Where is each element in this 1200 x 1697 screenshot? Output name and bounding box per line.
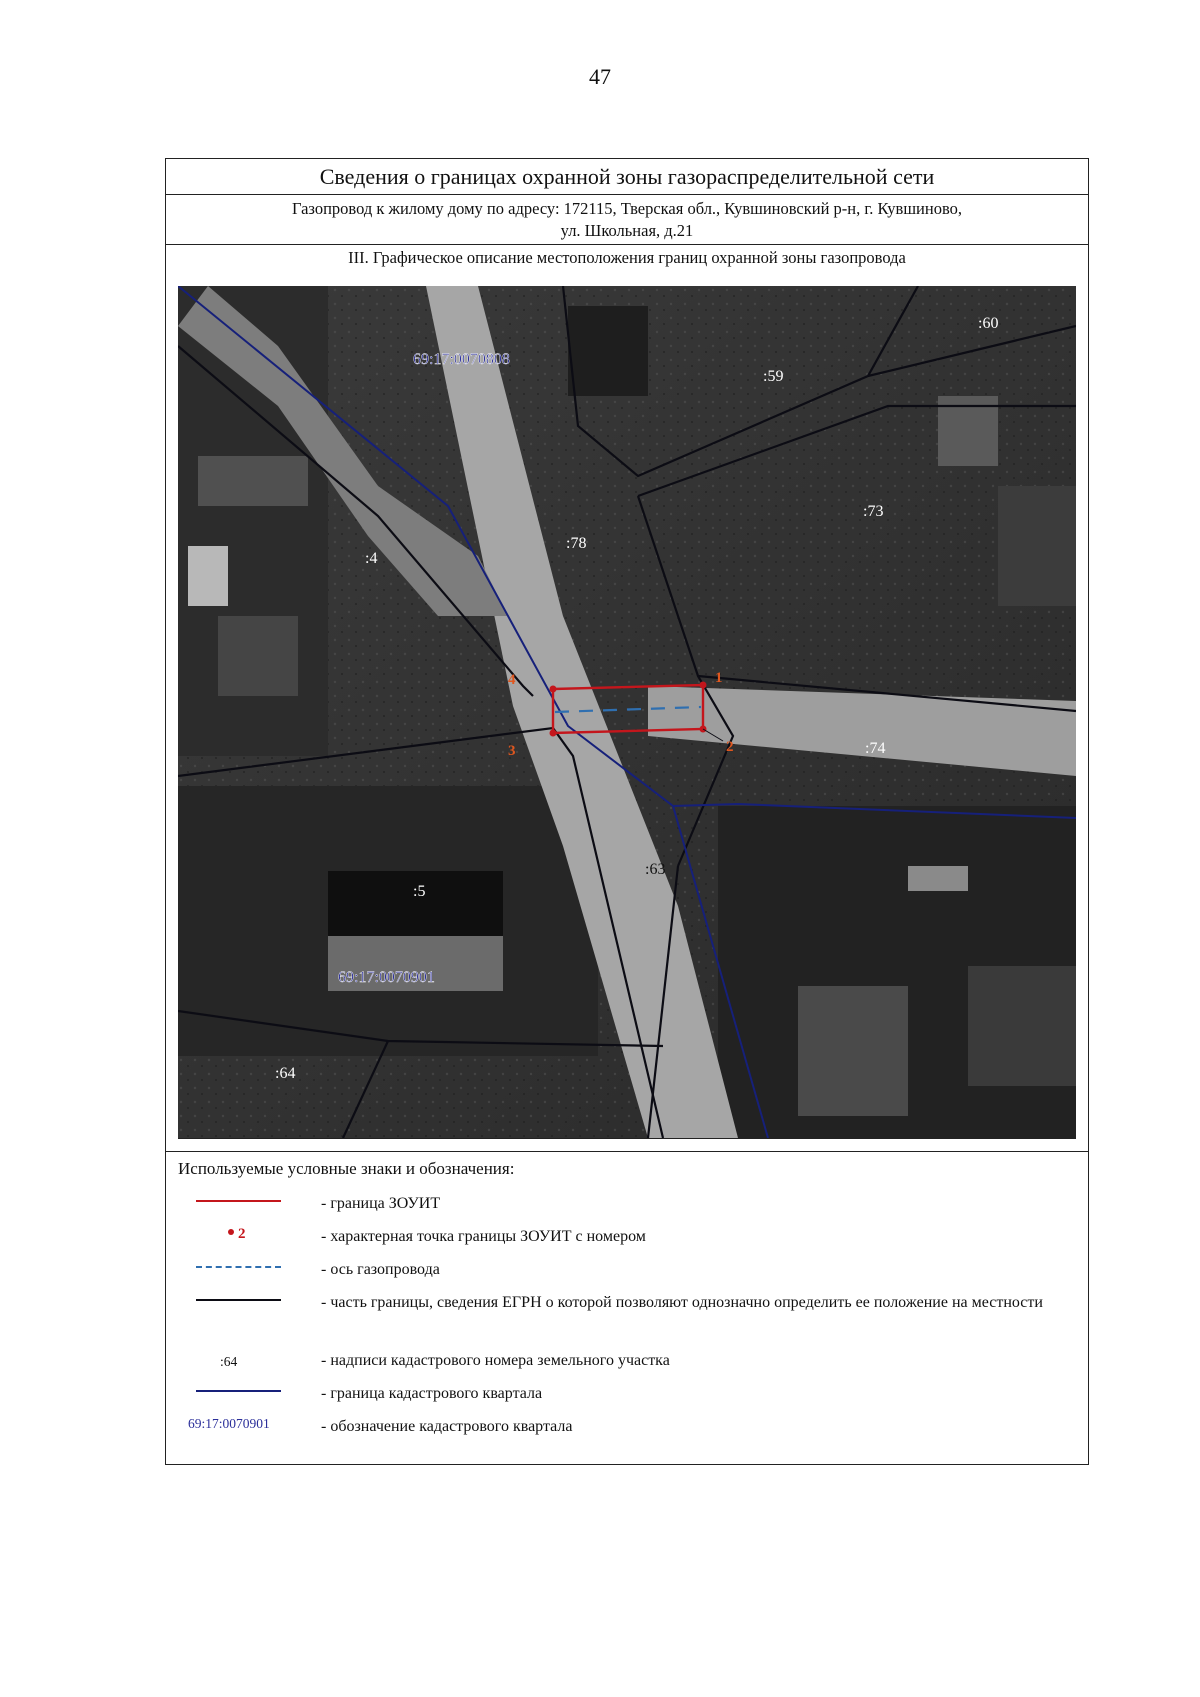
building xyxy=(188,546,228,606)
legend-item xyxy=(166,1288,1088,1338)
building xyxy=(218,616,298,696)
legend-item-text: - часть границы, сведения ЕГРН о которой позволяют однозначно определить ее положение на местности xyxy=(321,1294,1043,1311)
quarter-label-1: 69:17:0070808 xyxy=(413,351,510,368)
building xyxy=(968,966,1076,1086)
legend-item-text: - граница кадастрового квартала xyxy=(321,1385,543,1402)
parcel-label: :59 xyxy=(763,368,784,385)
legend-item xyxy=(166,1346,1088,1376)
parcel-number-sample-label: :64 xyxy=(220,1354,238,1369)
building xyxy=(998,486,1076,606)
quarter-label-2: 69:17:0070901 xyxy=(338,969,435,986)
parcel-label: :4 xyxy=(365,550,378,567)
object-description xyxy=(166,195,1088,245)
parcel-label: :5 xyxy=(413,883,426,900)
legend-item-text: - ось газопровода xyxy=(321,1261,440,1278)
legend-item-text: - обозначение кадастрового квартала xyxy=(321,1418,573,1435)
quarter-number-sample-label: 69:17:0070901 xyxy=(188,1416,270,1431)
legend-item xyxy=(166,1255,1088,1285)
boundary-point-1-label: 1 xyxy=(715,670,723,686)
red-point-icon-label: 2 xyxy=(238,1226,246,1242)
building xyxy=(798,986,908,1116)
quarter-number-sample xyxy=(186,1412,286,1442)
parcel-label: :74 xyxy=(865,740,886,757)
legend-item-text: - граница ЗОУИТ xyxy=(321,1195,441,1212)
legend-item xyxy=(166,1222,1088,1252)
navy-line-icon xyxy=(186,1379,286,1409)
building xyxy=(568,306,648,396)
legend-item-text: - характерная точка границы ЗОУИТ с номером xyxy=(321,1228,646,1245)
parcel-label: :73 xyxy=(863,503,884,520)
boundary-point-3-label: 3 xyxy=(508,743,516,759)
object-description-line-1: Газопровод к жилому дому по адресу: 172115, Тверская обл., Кувшиновский р-н, г. Кувшиново, xyxy=(291,199,962,218)
building xyxy=(908,866,968,891)
legend-item xyxy=(166,1379,1088,1409)
boundary-point-2-label: 2 xyxy=(726,739,734,755)
legend-item-text: - надписи кадастрового номера земельного участка xyxy=(321,1352,670,1369)
legend-item xyxy=(166,1189,1088,1219)
red-point-icon xyxy=(186,1222,286,1252)
document-title: Сведения о границах охранной зоны газораспределительной сети xyxy=(166,159,1088,195)
parcel-label: :63 xyxy=(645,861,666,878)
legend-title: Используемые условные знаки и обозначения: xyxy=(178,1159,515,1178)
building xyxy=(198,456,308,506)
boundary-point-3-marker xyxy=(550,730,557,737)
blue-dash-icon xyxy=(186,1255,286,1285)
parcel-label: :60 xyxy=(978,315,999,332)
boundary-point-4-marker xyxy=(550,686,557,693)
page-number: 47 xyxy=(589,64,611,89)
boundary-point-4-label: 4 xyxy=(508,672,516,688)
legend-item xyxy=(166,1412,1088,1442)
parcel-label: :78 xyxy=(566,535,587,552)
object-description-line-2: ул. Школьная, д.21 xyxy=(560,221,694,240)
black-line-icon xyxy=(186,1288,286,1318)
document-frame: Сведения о границах охранной зоны газораспределительной сети Газопровод к жилому дому по адресу: 172115, Тверская обл., Кувшиновский р-н, г. Кувшиново, ул. Школьная, д.21 III. Графическое описание местоположения границ охранной зоны газопровода 69:17:0070808 69:17:0070901 :60 :59 :73 :78 :4 :74 :63 :5 :64 1 2 3 4 Используемые условные знаки и обозначения: - граница ЗОУИТ 2 - характерная точка границы ЗОУИТ с номером - ось газопровода - часть границы, сведения ЕГРН о которой позволяют однозначно определить ее положение на местности :64 - надписи кадастрового номера земельного участка - граница кадастрового квартала 69:17:0070901 - обозначение кадастрового квартала xyxy=(165,158,1089,1465)
red-line-icon xyxy=(186,1189,286,1219)
parcel-number-sample xyxy=(186,1346,286,1376)
parcel-label: :64 xyxy=(275,1065,296,1082)
map-canvas xyxy=(178,286,1076,1138)
legend-divider xyxy=(166,1151,1088,1152)
boundary-point-1-marker xyxy=(700,682,707,689)
cadastral-map xyxy=(178,286,1076,1139)
